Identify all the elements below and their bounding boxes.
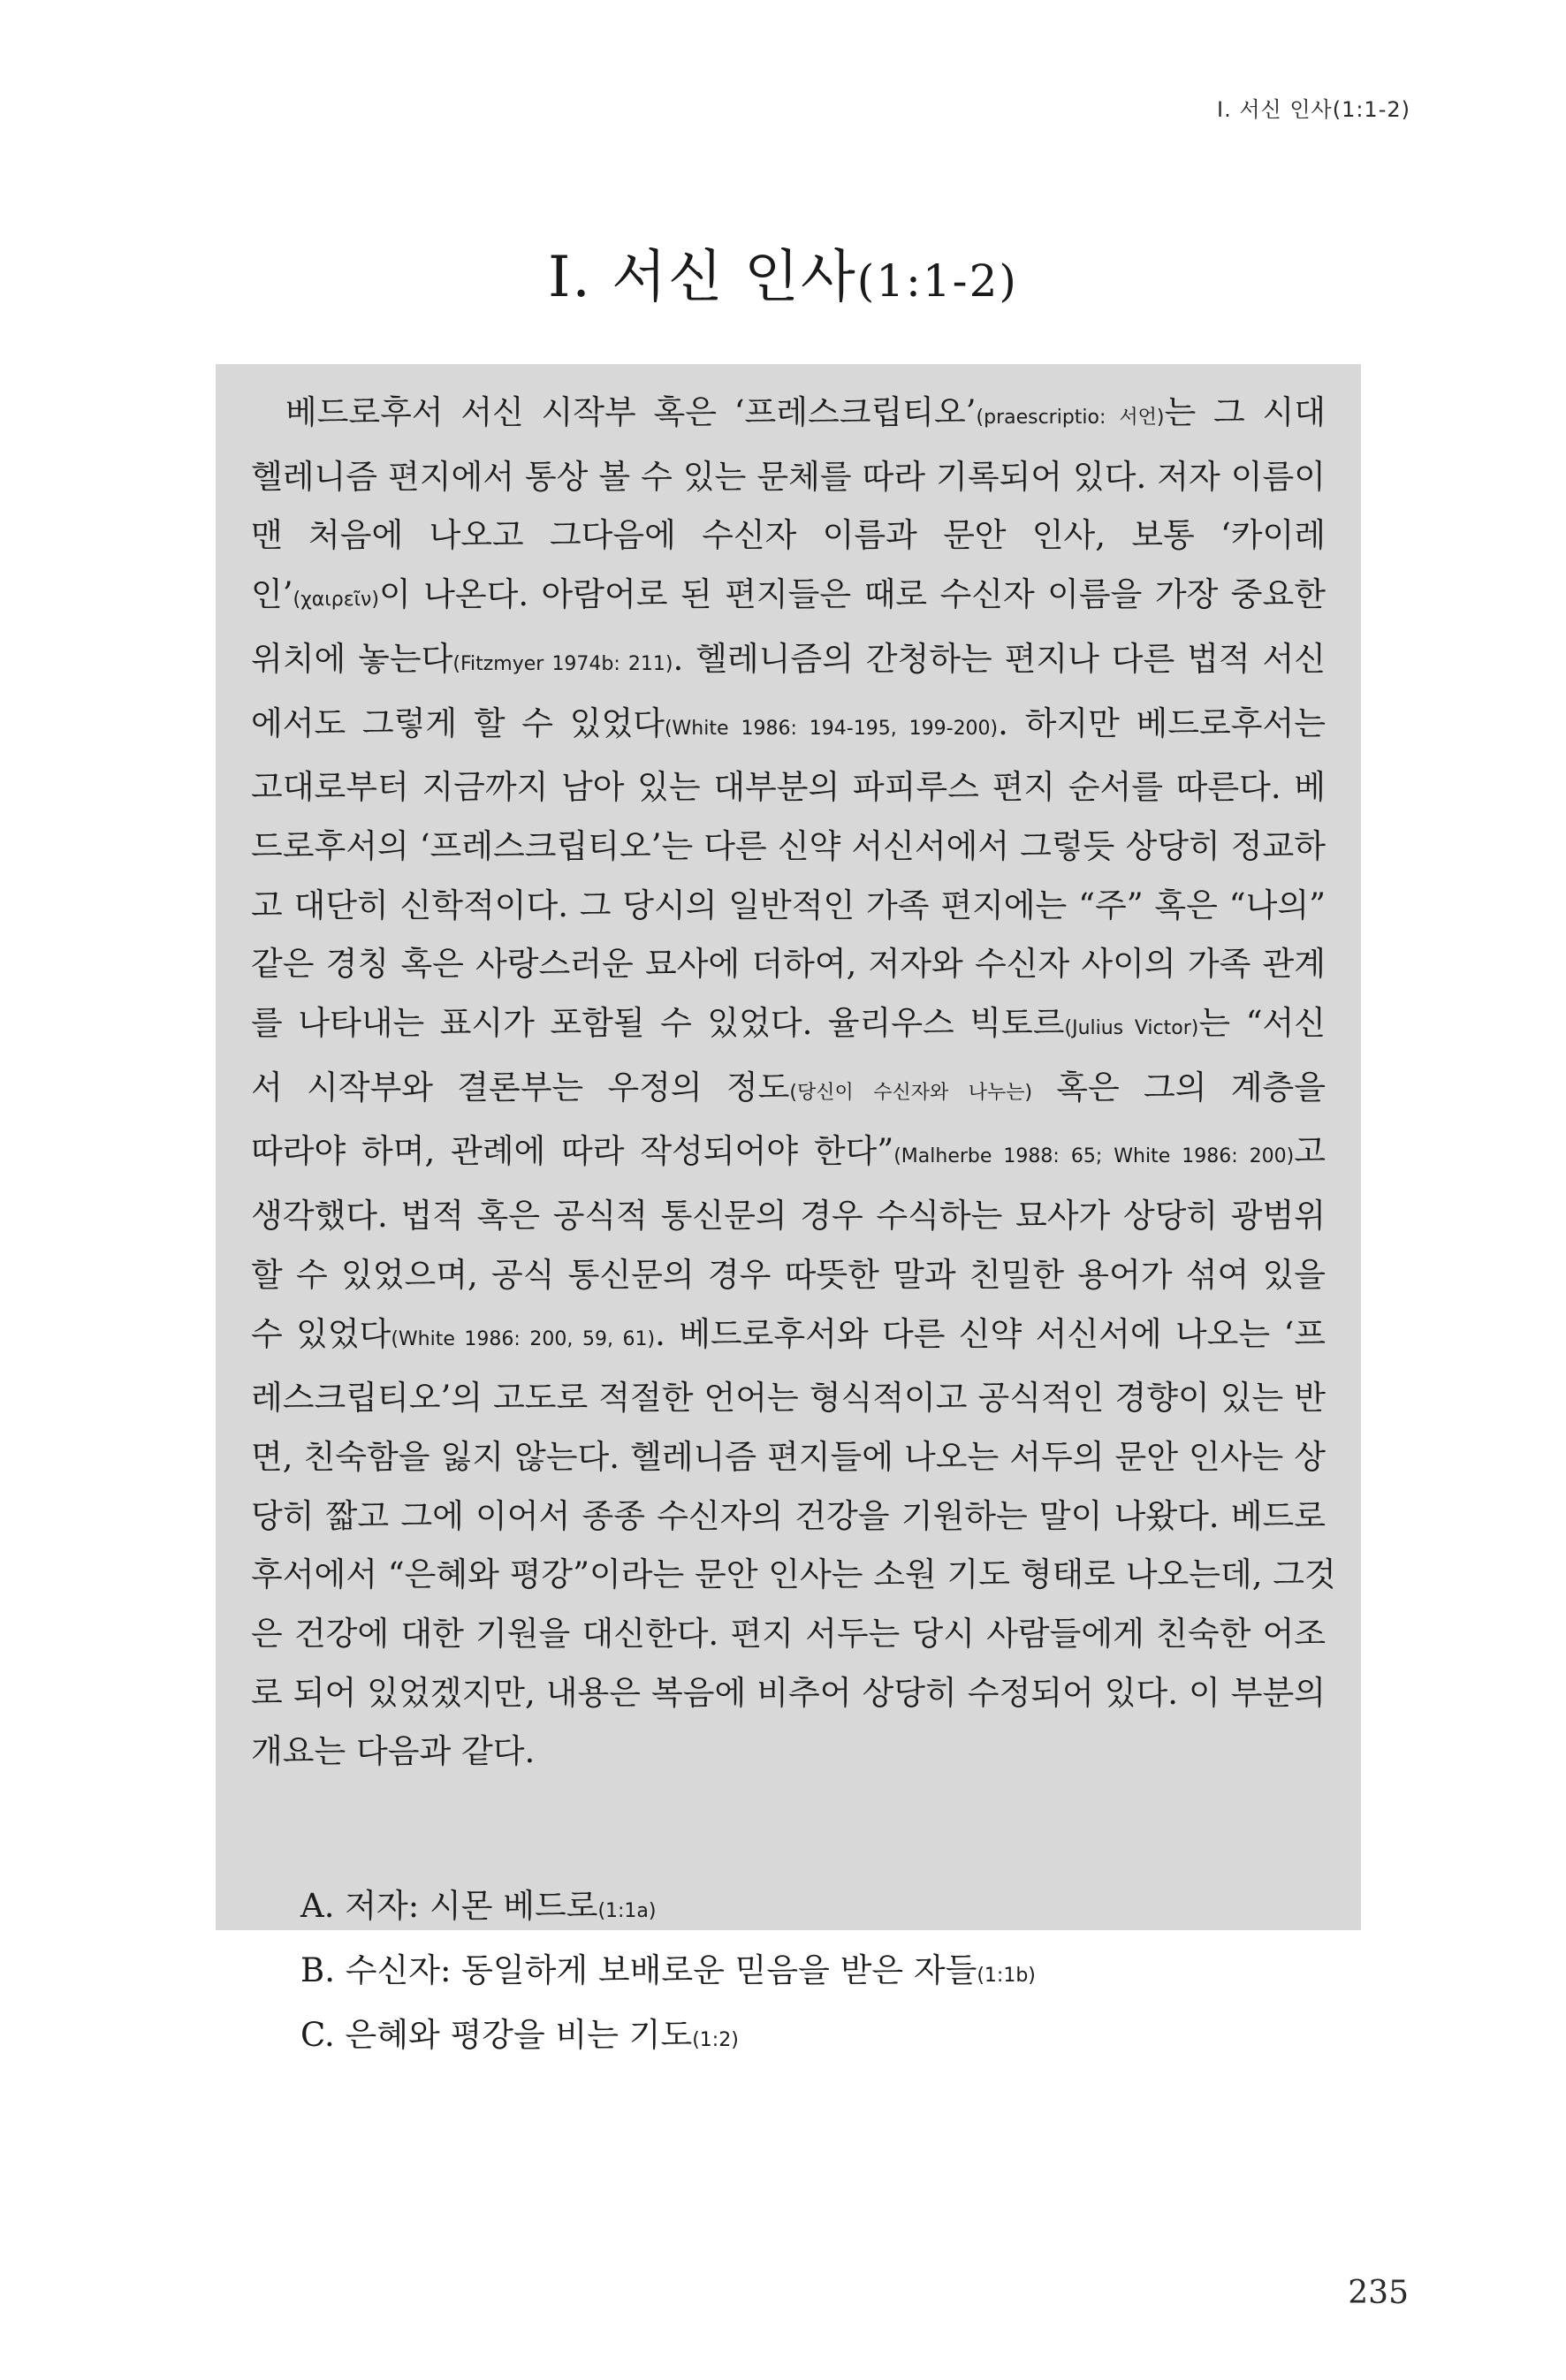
- paragraph-line: [251, 1428, 1326, 1487]
- outline-item-label: C. 은혜와 평강을 비는 기도: [300, 2015, 693, 2054]
- chapter-title: [0, 232, 1566, 313]
- paragraph-line: [251, 1305, 1326, 1370]
- citation: (Julius Victor): [1064, 1017, 1199, 1040]
- citation: (Fitzmyer 1974b: 211): [452, 652, 673, 675]
- outline-item-reference: (1:2): [692, 2028, 739, 2051]
- text-run: 를 나타내는 표시가 포함될 수 있었다. 율리우스 빅토르: [251, 1004, 1065, 1043]
- text-run: 는 그 시대: [1164, 393, 1326, 431]
- paragraph-line: [251, 994, 1326, 1059]
- text-run: 맨 처음에 나오고 그다음에 수신자 이름과 문안 인사, 보통 ‘카이레: [251, 516, 1326, 555]
- text-run: 이 나온다. 아람어로 된 편지들은 때로 수신자 이름을 가장 중요한: [378, 575, 1326, 614]
- paragraph-line: [251, 448, 1326, 507]
- outline-item: [300, 1877, 1326, 1942]
- outline-item-reference: (1:1b): [977, 1964, 1036, 1987]
- text-run: 드로후서의 ‘프레스크립티오’는 다른 신약 서신서에서 그렇듯 상당히 정교하: [251, 826, 1326, 865]
- paragraph-line: [251, 935, 1326, 994]
- text-run: . 하지만 베드로후서는: [998, 703, 1326, 742]
- outline-item-label: A. 저자: 시몬 베드로: [300, 1887, 598, 1926]
- outline-item-label: B. 수신자: 동일하게 보배로운 믿음을 받은 자들: [300, 1950, 977, 1989]
- introduction-paragraph: [251, 384, 1336, 1782]
- outline-item-reference: (1:1a): [597, 1900, 657, 1923]
- text-run: 은 건강에 대한 기원을 대신한다. 편지 서두는 당시 사람들에게 친숙한 어조: [251, 1615, 1326, 1654]
- outline-item: [300, 2006, 1326, 2071]
- paragraph-line: [251, 758, 1326, 817]
- text-run: 서 시작부와 결론부는 우정의 정도: [251, 1068, 790, 1106]
- text-run: 면, 친숙함을 잃지 않는다. 헬레니즘 편지들에 나오는 서두의 문안 인사는 상: [251, 1437, 1326, 1476]
- paragraph-line: [251, 1546, 1336, 1605]
- text-run: 레스크립티오’의 고도로 적절한 언어는 형식적이고 공식적인 경향이 있는 반: [251, 1379, 1326, 1418]
- text-run: 에서도 그렇게 할 수 있었다: [251, 703, 665, 742]
- text-run: 혹은 그의 계층을: [1032, 1068, 1326, 1106]
- paragraph-line: [251, 877, 1326, 936]
- text-run: . 베드로후서와 다른 신약 서신서에 나오는 ‘프: [655, 1314, 1326, 1353]
- text-run: 같은 경칭 혹은 사랑스러운 묘사에 더하여, 저자와 수신자 사이의 가족 관계: [251, 945, 1326, 984]
- text-run: 따라야 하며, 관례에 따라 작성되어야 한다”: [251, 1132, 894, 1171]
- text-run: 개요는 다음과 같다.: [251, 1732, 536, 1771]
- section-introduction-box: [216, 364, 1361, 2054]
- paragraph-line: [251, 1122, 1326, 1187]
- page-number: 235: [1348, 2275, 1409, 2311]
- paragraph-line: [251, 1369, 1326, 1428]
- paragraph-line: [251, 1664, 1326, 1723]
- paragraph-line: [251, 1059, 1326, 1123]
- text-run: 생각했다. 법적 혹은 공식적 통신문의 경우 수식하는 묘사가 상당히 광범위: [251, 1197, 1326, 1236]
- text-run: 는 “서신: [1198, 1004, 1326, 1043]
- text-run: 인’: [251, 575, 293, 614]
- paragraph-line: [251, 384, 1326, 448]
- running-header: I. 서신 인사(1:1-2): [1217, 97, 1410, 122]
- citation: (χαιρεῖν): [293, 589, 379, 612]
- paragraph-line: [251, 630, 1326, 695]
- chapter-title-reference: (1:1-2): [856, 255, 1018, 307]
- citation: (White 1986: 200, 59, 61): [391, 1327, 656, 1350]
- outline-item: [300, 1942, 1326, 2006]
- text-run: 로 되어 있었겠지만, 내용은 복음에 비추어 상당히 수정되어 있다. 이 부분의: [251, 1673, 1326, 1712]
- paragraph-line: [251, 1722, 1326, 1782]
- paragraph-line: [251, 817, 1326, 877]
- text-run: 고: [1294, 1132, 1326, 1171]
- text-run: 수 있었다: [251, 1314, 392, 1353]
- text-run: 베드로후서 서신 시작부 혹은 ‘프레스크립티오’: [285, 393, 977, 431]
- text-run: 당히 짧고 그에 이어서 종종 수신자의 건강을 기원하는 말이 나왔다. 베드로: [251, 1496, 1326, 1535]
- citation: (Malherbe 1988: 65; White 1986: 200): [893, 1145, 1295, 1168]
- paragraph-line: [251, 566, 1326, 630]
- text-run: 헬레니즘 편지에서 통상 볼 수 있는 문체를 따라 기록되어 있다. 저자 이름이: [251, 457, 1326, 496]
- text-run: . 헬레니즘의 간청하는 편지나 다른 법적 서신: [673, 639, 1327, 678]
- text-run: 후서에서 “은혜와 평강”이라는 문안 인사는 소원 기도 형태로 나오는데, 그것: [251, 1555, 1336, 1594]
- text-run: 할 수 있었으며, 공식 통신문의 경우 따뜻한 말과 친밀한 용어가 섞여 있을: [251, 1255, 1326, 1294]
- paragraph-line: [251, 1605, 1326, 1664]
- citation: (praescriptio: 서언): [976, 407, 1165, 429]
- citation: (당신이 수신자와 나누는): [789, 1081, 1033, 1104]
- text-run: 고 대단히 신학적이다. 그 당시의 일반적인 가족 편지에는 “주” 혹은 “나의”: [251, 886, 1326, 924]
- paragraph-line: [251, 1187, 1326, 1246]
- text-run: 위치에 놓는다: [251, 639, 453, 678]
- paragraph-line: [251, 506, 1326, 566]
- outline-list: [251, 1877, 1326, 2070]
- chapter-title-main: I. 서신 인사: [548, 245, 857, 310]
- citation: (White 1986: 194-195, 199-200): [664, 717, 999, 740]
- paragraph-line: [251, 1246, 1326, 1305]
- paragraph-line: [251, 1487, 1326, 1547]
- paragraph-line: [251, 695, 1326, 759]
- text-run: 고대로부터 지금까지 남아 있는 대부분의 파피루스 편지 순서를 따른다. 베: [251, 768, 1326, 807]
